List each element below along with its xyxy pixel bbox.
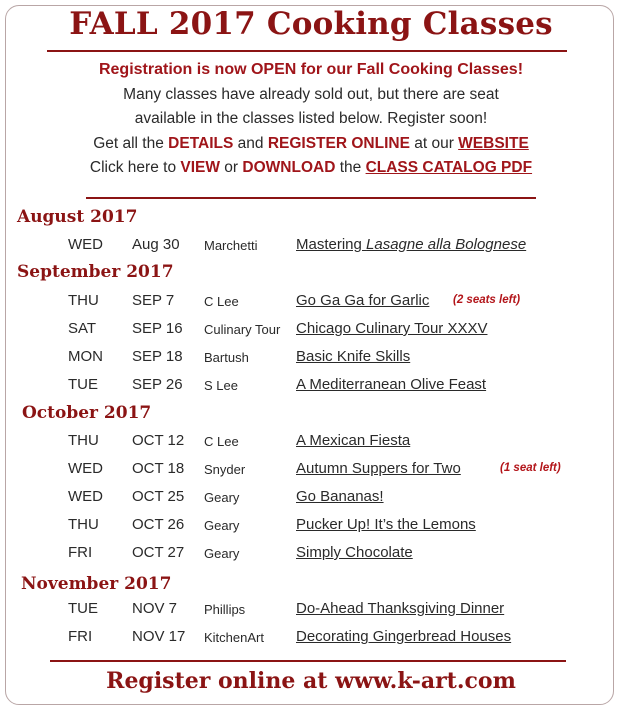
class-day: THU [68,516,99,533]
class-day: MON [68,348,103,365]
class-day: FRI [68,544,93,561]
class-instructor: Geary [204,518,240,533]
class-title-link[interactable]: Chicago Culinary Tour XXXV [296,320,488,337]
class-day: TUE [68,376,98,393]
registration-headline: Registration is now OPEN for our Fall Cooking Classes! [98,61,524,78]
class-instructor: Culinary Tour [204,322,281,337]
class-day: WED [68,488,103,505]
class-row [0,348,622,374]
class-row [0,628,622,654]
class-instructor: Phillips [204,602,246,617]
class-title-link[interactable]: A Mexican Fiesta [296,432,411,449]
intro-text: at our [409,134,459,152]
register-online-link[interactable]: REGISTER ONLINE [267,134,410,152]
website-link[interactable]: WEBSITE [458,134,529,152]
class-day: WED [68,236,103,253]
class-title-link[interactable]: Decorating Gingerbread Houses [296,628,512,645]
class-row [0,320,622,346]
class-title-part: Mastering [296,236,367,253]
class-title-link[interactable]: Go Ga Ga for Garlic [296,292,430,309]
month-heading-november: November 2017 [21,574,172,594]
month-heading-august: August 2017 [17,207,138,227]
class-instructor: Bartush [204,350,249,365]
month-heading-october: October 2017 [22,403,152,423]
intro-block [0,58,622,181]
page-title: FALL 2017 Cooking Classes [69,6,553,42]
class-row [0,600,622,626]
class-title-link[interactable]: Go Bananas! [296,488,384,505]
intro-line-4 [0,156,622,181]
class-row [0,236,622,262]
class-instructor: Snyder [204,462,246,477]
intro-line-3 [0,132,622,157]
class-day: WED [68,460,103,477]
intro-divider [86,197,536,199]
intro-text: or [220,159,243,176]
download-link[interactable]: DOWNLOAD [242,159,336,176]
register-online-footer-link[interactable]: Register online at www.k-art.com [106,668,516,694]
class-date: NOV 7 [132,600,178,617]
class-row [0,544,622,570]
class-row [0,292,622,318]
intro-line-2: available in the classes listed below. Register soon! [134,110,488,127]
class-instructor: Geary [204,546,240,561]
seats-left-note: (1 seat left) [500,462,561,474]
class-date: SEP 18 [132,348,183,365]
intro-text: and [233,134,268,152]
intro-text: Get all the [93,134,169,152]
month-heading-september: September 2017 [17,262,174,282]
class-catalog-pdf-link[interactable]: CLASS CATALOG PDF [365,159,533,176]
class-date: OCT 18 [132,460,185,477]
class-date: Aug 30 [132,236,180,253]
class-date: OCT 27 [132,544,185,561]
details-link[interactable]: DETAILS [168,134,234,152]
class-title-link[interactable]: Basic Knife Skills [296,348,411,365]
class-row [0,516,622,542]
class-row [0,432,622,458]
class-date: SEP 7 [132,292,175,309]
class-title-link[interactable]: Do-Ahead Thanksgiving Dinner [296,600,505,617]
class-instructor: S Lee [204,378,238,393]
class-day: THU [68,432,99,449]
class-title-link[interactable]: Autumn Suppers for Two [296,460,461,477]
class-title-italic: Lasagne alla Bolognese [366,236,527,253]
class-title-link[interactable]: A Mediterranean Olive Feast [296,376,487,393]
seats-left-note: (2 seats left) [453,294,521,306]
class-day: SAT [68,320,97,337]
class-row [0,376,622,402]
class-title-link[interactable] [296,236,526,253]
view-link[interactable]: VIEW [180,159,220,176]
class-date: NOV 17 [132,628,186,645]
class-instructor: C Lee [204,434,239,449]
class-instructor: Geary [204,490,240,505]
class-day: FRI [68,628,93,645]
footer-divider [50,660,566,662]
class-instructor: Marchetti [204,238,258,253]
class-date: SEP 16 [132,320,183,337]
intro-line-1: Many classes have already sold out, but there are seat [123,85,499,103]
class-title-link[interactable]: Simply Chocolate [296,544,413,561]
class-row [0,460,622,486]
class-date: OCT 25 [132,488,185,505]
class-day: TUE [68,600,98,617]
class-day: THU [68,292,99,309]
class-date: SEP 26 [132,376,183,393]
class-instructor: KitchenArt [204,630,264,645]
class-row [0,488,622,514]
title-divider [47,50,567,52]
class-date: OCT 26 [132,516,185,533]
class-instructor: C Lee [204,294,239,309]
class-title-link[interactable]: Pucker Up! It’s the Lemons [296,516,476,533]
intro-text: the [335,159,366,176]
class-date: OCT 12 [132,432,185,449]
intro-text: Click here to [89,159,181,176]
